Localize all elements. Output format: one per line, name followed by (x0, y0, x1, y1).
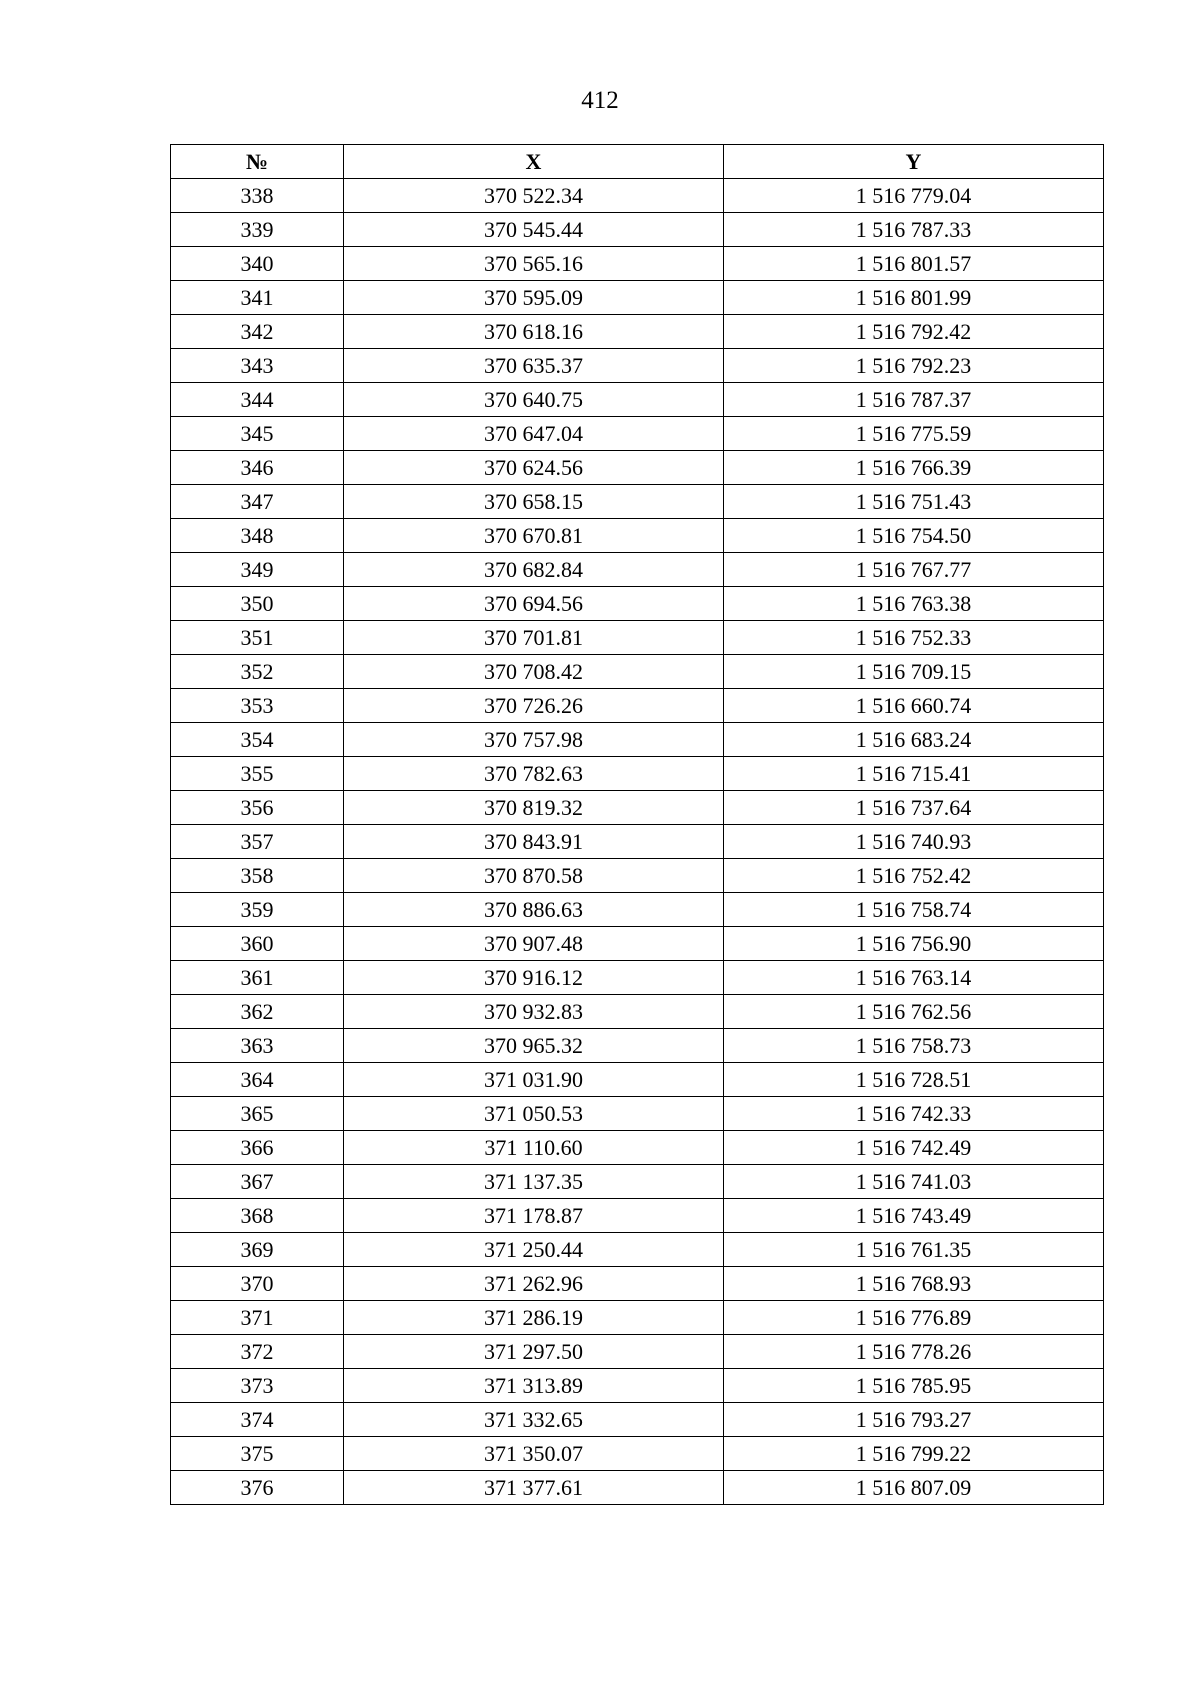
table-row (171, 315, 1104, 349)
cell-x: 370 545.44 (344, 213, 724, 247)
cell-x: 370 916.12 (344, 961, 724, 995)
table-row (171, 927, 1104, 961)
cell-number: 367 (171, 1165, 344, 1199)
cell-x: 370 819.32 (344, 791, 724, 825)
header-x: X (344, 145, 724, 179)
cell-y: 1 516 763.38 (724, 587, 1104, 621)
cell-y: 1 516 728.51 (724, 1063, 1104, 1097)
cell-number: 348 (171, 519, 344, 553)
cell-number: 350 (171, 587, 344, 621)
table-row (171, 485, 1104, 519)
cell-number: 364 (171, 1063, 344, 1097)
cell-number: 358 (171, 859, 344, 893)
table-row (171, 655, 1104, 689)
table-row (171, 1471, 1104, 1505)
cell-y: 1 516 660.74 (724, 689, 1104, 723)
cell-y: 1 516 709.15 (724, 655, 1104, 689)
cell-x: 371 313.89 (344, 1369, 724, 1403)
cell-y: 1 516 758.74 (724, 893, 1104, 927)
table-row (171, 1369, 1104, 1403)
cell-y: 1 516 766.39 (724, 451, 1104, 485)
cell-number: 354 (171, 723, 344, 757)
cell-x: 370 870.58 (344, 859, 724, 893)
cell-x: 371 031.90 (344, 1063, 724, 1097)
table-row (171, 893, 1104, 927)
cell-number: 349 (171, 553, 344, 587)
table-row (171, 383, 1104, 417)
cell-number: 368 (171, 1199, 344, 1233)
cell-x: 371 050.53 (344, 1097, 724, 1131)
header-y: Y (724, 145, 1104, 179)
cell-number: 357 (171, 825, 344, 859)
table-row (171, 1063, 1104, 1097)
cell-x: 370 624.56 (344, 451, 724, 485)
cell-x: 370 726.26 (344, 689, 724, 723)
page-number: 412 (581, 87, 619, 114)
table-row (171, 961, 1104, 995)
cell-y: 1 516 758.73 (724, 1029, 1104, 1063)
table-row (171, 1165, 1104, 1199)
cell-number: 351 (171, 621, 344, 655)
cell-x: 370 708.42 (344, 655, 724, 689)
table-row (171, 417, 1104, 451)
cell-y: 1 516 768.93 (724, 1267, 1104, 1301)
cell-x: 371 297.50 (344, 1335, 724, 1369)
table-row (171, 1335, 1104, 1369)
cell-x: 370 595.09 (344, 281, 724, 315)
cell-y: 1 516 792.23 (724, 349, 1104, 383)
cell-y: 1 516 779.04 (724, 179, 1104, 213)
table-row (171, 519, 1104, 553)
cell-x: 370 965.32 (344, 1029, 724, 1063)
table-row (171, 451, 1104, 485)
cell-number: 375 (171, 1437, 344, 1471)
cell-number: 363 (171, 1029, 344, 1063)
table-row (171, 621, 1104, 655)
cell-number: 356 (171, 791, 344, 825)
cell-y: 1 516 801.99 (724, 281, 1104, 315)
cell-y: 1 516 754.50 (724, 519, 1104, 553)
cell-y: 1 516 752.42 (724, 859, 1104, 893)
cell-x: 370 907.48 (344, 927, 724, 961)
cell-y: 1 516 752.33 (724, 621, 1104, 655)
table-row (171, 1267, 1104, 1301)
cell-y: 1 516 787.33 (724, 213, 1104, 247)
cell-y: 1 516 715.41 (724, 757, 1104, 791)
table-row (171, 1199, 1104, 1233)
table-row (171, 1403, 1104, 1437)
table-row (171, 587, 1104, 621)
header-number: № (171, 145, 344, 179)
cell-y: 1 516 742.49 (724, 1131, 1104, 1165)
cell-number: 347 (171, 485, 344, 519)
cell-number: 369 (171, 1233, 344, 1267)
cell-number: 359 (171, 893, 344, 927)
cell-x: 370 701.81 (344, 621, 724, 655)
cell-y: 1 516 787.37 (724, 383, 1104, 417)
cell-x: 370 682.84 (344, 553, 724, 587)
table-row (171, 791, 1104, 825)
cell-number: 342 (171, 315, 344, 349)
cell-number: 345 (171, 417, 344, 451)
cell-number: 372 (171, 1335, 344, 1369)
table-row (171, 553, 1104, 587)
cell-number: 344 (171, 383, 344, 417)
cell-y: 1 516 683.24 (724, 723, 1104, 757)
cell-x: 371 250.44 (344, 1233, 724, 1267)
cell-x: 370 635.37 (344, 349, 724, 383)
table-row (171, 723, 1104, 757)
cell-x: 370 694.56 (344, 587, 724, 621)
cell-number: 361 (171, 961, 344, 995)
cell-x: 371 178.87 (344, 1199, 724, 1233)
cell-x: 370 640.75 (344, 383, 724, 417)
cell-y: 1 516 792.42 (724, 315, 1104, 349)
cell-x: 370 757.98 (344, 723, 724, 757)
cell-number: 360 (171, 927, 344, 961)
cell-x: 370 782.63 (344, 757, 724, 791)
cell-y: 1 516 785.95 (724, 1369, 1104, 1403)
table-row (171, 757, 1104, 791)
table-row (171, 1131, 1104, 1165)
cell-y: 1 516 793.27 (724, 1403, 1104, 1437)
cell-number: 365 (171, 1097, 344, 1131)
cell-x: 370 670.81 (344, 519, 724, 553)
table-row (171, 349, 1104, 383)
table-body (171, 179, 1104, 1505)
table-row (171, 1233, 1104, 1267)
table-row (171, 247, 1104, 281)
cell-number: 343 (171, 349, 344, 383)
table-row (171, 859, 1104, 893)
cell-number: 353 (171, 689, 344, 723)
cell-y: 1 516 778.26 (724, 1335, 1104, 1369)
cell-number: 362 (171, 995, 344, 1029)
table-header (171, 145, 1104, 179)
cell-number: 366 (171, 1131, 344, 1165)
cell-number: 376 (171, 1471, 344, 1505)
cell-x: 371 350.07 (344, 1437, 724, 1471)
cell-number: 371 (171, 1301, 344, 1335)
cell-y: 1 516 740.93 (724, 825, 1104, 859)
table-row (171, 825, 1104, 859)
table-row (171, 995, 1104, 1029)
cell-x: 371 262.96 (344, 1267, 724, 1301)
cell-x: 370 565.16 (344, 247, 724, 281)
coordinates-table (170, 144, 1104, 1505)
cell-x: 370 522.34 (344, 179, 724, 213)
cell-x: 371 332.65 (344, 1403, 724, 1437)
cell-x: 370 886.63 (344, 893, 724, 927)
cell-x: 370 843.91 (344, 825, 724, 859)
table-row (171, 281, 1104, 315)
cell-x: 370 932.83 (344, 995, 724, 1029)
cell-y: 1 516 767.77 (724, 553, 1104, 587)
header-row (171, 145, 1104, 179)
cell-x: 371 110.60 (344, 1131, 724, 1165)
cell-x: 371 286.19 (344, 1301, 724, 1335)
cell-y: 1 516 737.64 (724, 791, 1104, 825)
cell-y: 1 516 801.57 (724, 247, 1104, 281)
cell-number: 346 (171, 451, 344, 485)
cell-x: 371 377.61 (344, 1471, 724, 1505)
cell-number: 339 (171, 213, 344, 247)
table-row (171, 179, 1104, 213)
cell-y: 1 516 761.35 (724, 1233, 1104, 1267)
cell-y: 1 516 751.43 (724, 485, 1104, 519)
cell-y: 1 516 742.33 (724, 1097, 1104, 1131)
cell-number: 374 (171, 1403, 344, 1437)
cell-y: 1 516 799.22 (724, 1437, 1104, 1471)
cell-number: 338 (171, 179, 344, 213)
cell-number: 352 (171, 655, 344, 689)
table-row (171, 1301, 1104, 1335)
table-row (171, 1097, 1104, 1131)
cell-y: 1 516 775.59 (724, 417, 1104, 451)
table-row (171, 213, 1104, 247)
cell-x: 370 658.15 (344, 485, 724, 519)
cell-y: 1 516 807.09 (724, 1471, 1104, 1505)
cell-x: 371 137.35 (344, 1165, 724, 1199)
cell-x: 370 618.16 (344, 315, 724, 349)
cell-x: 370 647.04 (344, 417, 724, 451)
cell-y: 1 516 763.14 (724, 961, 1104, 995)
table-row (171, 1029, 1104, 1063)
cell-number: 340 (171, 247, 344, 281)
cell-y: 1 516 762.56 (724, 995, 1104, 1029)
cell-number: 355 (171, 757, 344, 791)
cell-number: 341 (171, 281, 344, 315)
cell-y: 1 516 756.90 (724, 927, 1104, 961)
cell-y: 1 516 776.89 (724, 1301, 1104, 1335)
cell-y: 1 516 741.03 (724, 1165, 1104, 1199)
cell-number: 370 (171, 1267, 344, 1301)
cell-y: 1 516 743.49 (724, 1199, 1104, 1233)
table-row (171, 689, 1104, 723)
table-row (171, 1437, 1104, 1471)
cell-number: 373 (171, 1369, 344, 1403)
